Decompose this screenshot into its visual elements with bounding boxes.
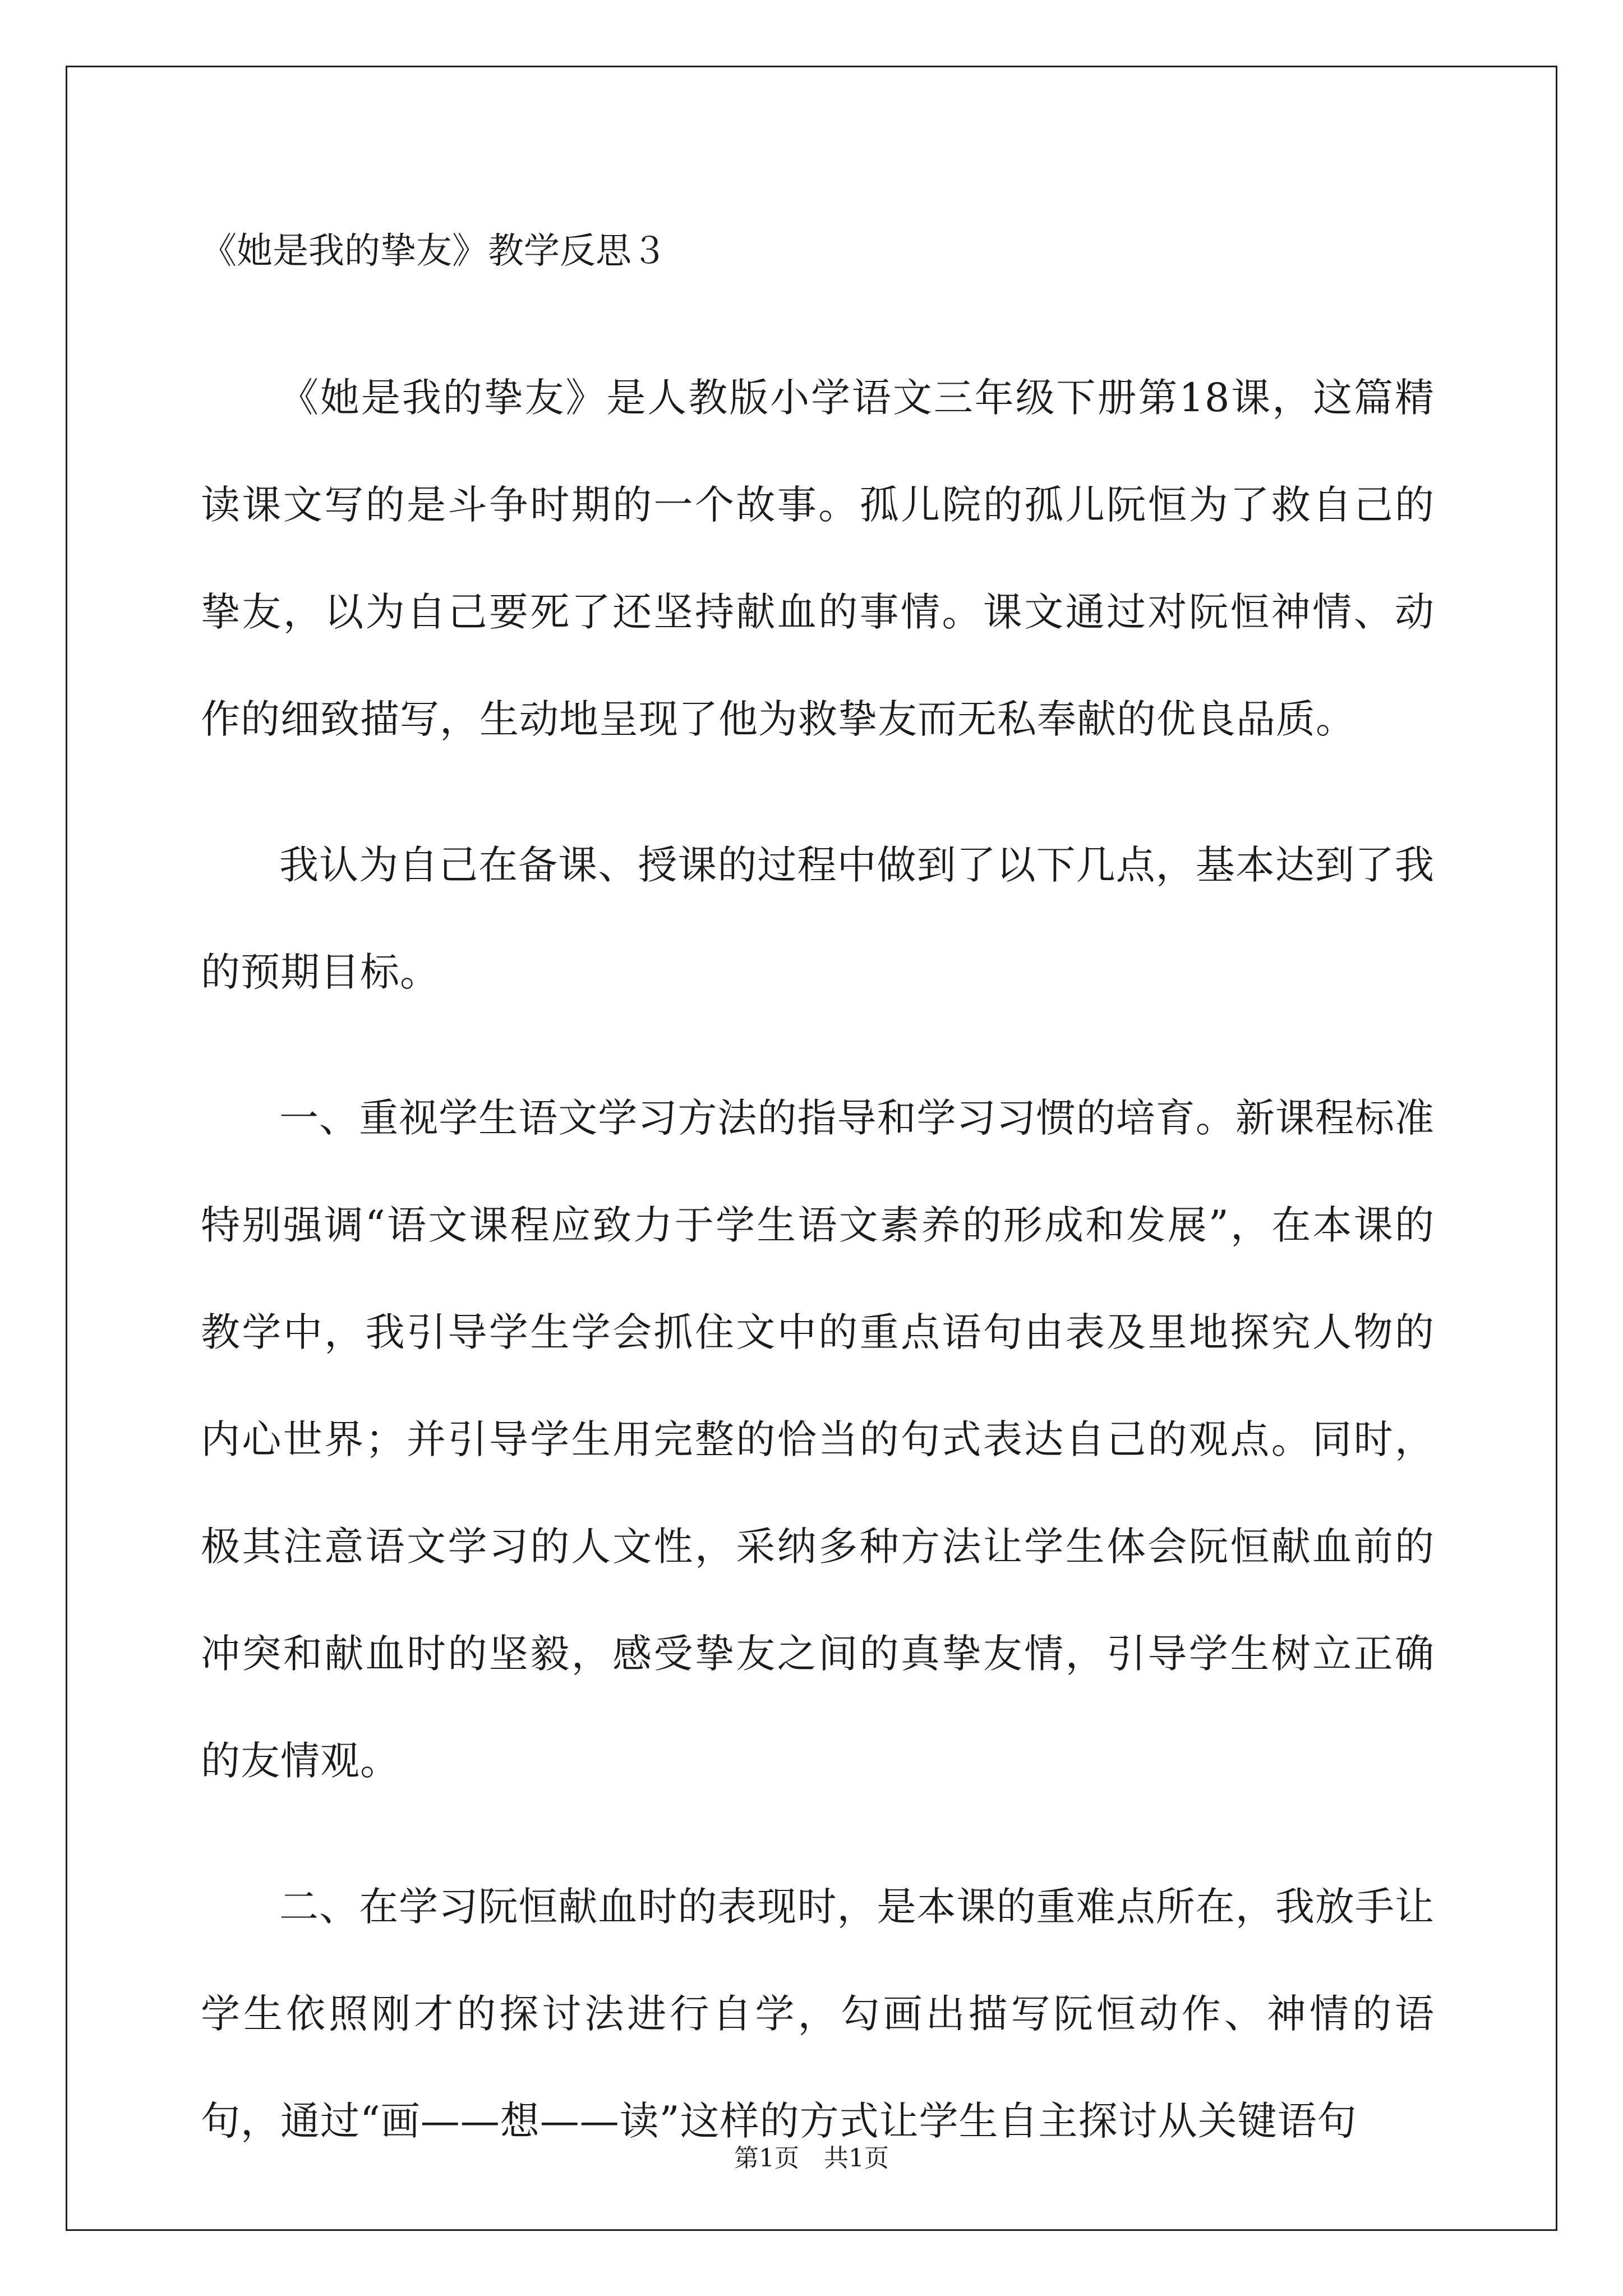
paragraph-intro: 《她是我的挚友》是人教版小学语文三年级下册第18课，这篇精读课文写的是斗争时期的一个故事。孤儿院的孤儿阮恒为了救自己的挚友，以为自己要死了还坚持献血的事情。课文通过对阮恒神情、动作的细致描写，生动地呈现了他为救挚友而无私奉献的优良品质。: [201, 375, 1435, 742]
paragraph-point-two: 二、在学习阮恒献血时的表现时，是本课的重难点所在，我放手让学生依照刚才的探讨法进行自学，勾画出描写阮恒动作、神情的语句，通过“画——想——读”这样的方式让学生自主探讨从关键语句: [201, 1884, 1435, 2144]
document-title: 《她是我的挚友》教学反思３: [201, 231, 667, 272]
page-footer: 第1页 共1页: [734, 2144, 889, 2173]
document-body: [201, 224, 1435, 2214]
paragraph-point-one: 一、重视学生语文学习方法的指导和学习习惯的培育。新课程标准特别强调“语文课程应致力于学生语文素养的形成和发展”，在本课的教学中，我引导学生学会抓住文中的重点语句由表及里地探究人物的内心世界；并引导学生用完整的恰当的句式表达自己的观点。同时，极其注意语文学习的人文性，采纳多种方法让学生体会阮恒献血前的冲突和献血时的坚毅，感受挚友之间的真挚友情，引导学生树立正确的友情观。: [201, 1095, 1435, 1784]
paragraph-goals: 我认为自己在备课、授课的过程中做到了以下几点，基本达到了我的预期目标。: [201, 842, 1435, 995]
